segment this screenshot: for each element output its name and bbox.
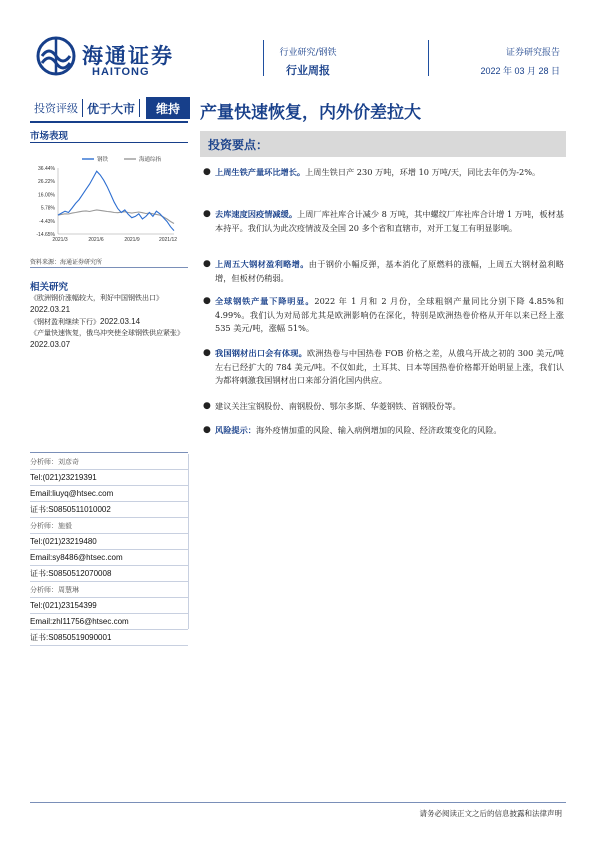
logo-text-en: HAITONG — [92, 66, 150, 78]
related-research-date: 2022.03.14 — [100, 317, 141, 326]
key-point-item — [202, 208, 564, 235]
key-point-item — [202, 347, 564, 388]
bullet-icon: ● — [203, 401, 211, 411]
y-tick-label: 5.78% — [40, 205, 55, 212]
y-tick-label: -14.65% — [36, 232, 55, 238]
header-date: 2022 年 03 月 28 日 — [480, 66, 560, 76]
x-tick-label: 2021/6 — [88, 237, 104, 243]
rating-label: 投资评级 — [34, 102, 78, 115]
y-tick-label: 16.00% — [38, 192, 55, 199]
related-research-title: 《欧洲钢价涨幅较大，利好中国钢铁出口》 — [30, 294, 163, 302]
related-research-list — [30, 293, 188, 351]
key-point-text: 海外疫情加重的风险、输入病例增加的风险、经济政策变化的风险。 — [255, 425, 502, 435]
key-point-heading: 上周生铁产量环比增长。 — [215, 167, 306, 177]
related-research-item[interactable] — [30, 316, 188, 328]
rating-underline — [30, 121, 188, 123]
legend-label: 钢铁 — [97, 157, 109, 163]
analyst-name: 分析师：周慧琳 — [30, 582, 188, 598]
analyst-phone: Tel:(021)23154399 — [30, 598, 188, 614]
key-points-header — [200, 131, 566, 157]
bullet-icon: ● — [203, 259, 211, 269]
key-point-item — [202, 258, 564, 285]
analyst-name: 分析师：施毅 — [30, 518, 188, 534]
key-point-text: 建议关注宝钢股份、南钢股份、鄂尔多斯、华菱钢铁、首钢股份等。 — [215, 401, 461, 411]
key-point-item — [202, 295, 564, 336]
key-point-text: 欧洲热卷与中国热卷 FOB 价格之差，从俄乌开战之初的 300 美元/吨左右已经扩大的 784 美元/吨。不仅如此，土耳其、日本等国热卷价格都开始明显上涨，我们认为都将刺激我国钢材出口来部分消化国内供应。 — [215, 348, 564, 385]
bullet-icon: ● — [203, 167, 211, 177]
analyst-phone: Tel:(021)23219480 — [30, 534, 188, 550]
x-tick-label: 2021/12 — [158, 237, 178, 243]
key-points-title: 投资要点： — [208, 138, 269, 152]
logo-text-cn: 海通证券 — [82, 43, 174, 68]
header-divider-left — [263, 40, 264, 76]
bullet-icon: ● — [203, 425, 211, 435]
rating-separator — [139, 99, 140, 117]
analyst-list — [30, 454, 188, 646]
page-title: 产量快速恢复，内外价差拉大 — [200, 103, 421, 123]
related-research-date: 2022.03.07 — [30, 340, 71, 349]
y-tick-label: -4.43% — [39, 218, 55, 225]
key-point-heading: 上周五大钢材盈利略增。 — [215, 259, 309, 269]
key-point-text: 上周厂库社库合计减少 8 万吨，其中螺纹厂库社库合计增 1 万吨，板材基本持平。我们认为此次疫情波及全国 20 多个省和直辖市，对开工复工有明显影响。 — [215, 209, 564, 233]
analyst-email[interactable]: Email:zhl11756@htsec.com — [30, 614, 188, 630]
footer-disclaimer: 请务必阅读正文之后的信息披露和法律声明 — [419, 809, 562, 818]
analyst-email[interactable]: Email:sy8486@htsec.com — [30, 550, 188, 566]
related-research-item[interactable] — [30, 293, 188, 316]
rating-bar — [30, 97, 190, 119]
y-tick-label: 36.44% — [38, 166, 55, 172]
analyst-cert: 证书:S0850519090001 — [30, 630, 188, 646]
haitong-logo-icon — [36, 36, 76, 76]
header-report-sub: 行业周报 — [286, 64, 330, 77]
key-point-text: 上周生铁日产 230 万吨，环增 10 万吨/天，同比去年仍为-2%。 — [305, 167, 541, 177]
analyst-name: 分析师：刘彦奇 — [30, 454, 188, 470]
key-point-heading: 我国钢材出口会有体现。 — [215, 348, 307, 358]
footer-rule — [30, 802, 566, 803]
source-rule — [30, 267, 188, 268]
key-point-item — [202, 166, 540, 180]
rating-action: 维持 — [146, 97, 190, 119]
y-tick-label: 26.22% — [38, 179, 55, 186]
bullet-icon: ● — [203, 296, 211, 306]
key-point-heading: 去库速度因疫情减缓。 — [215, 209, 298, 219]
bullet-icon: ● — [203, 348, 211, 358]
analyst-cert: 证书:S0850512070008 — [30, 566, 188, 582]
related-research-title: 《钢材盈利继续下行》 — [30, 318, 100, 326]
key-point-text: 2022 年 1 月和 2 月份，全球粗钢产量同比分别下降 4.85%和 4.99%。我们认为对局部尤其是欧洲影响仍在深化，特别是欧洲热卷价格从开年以来已经上涨 535 美元/吨，涨幅 51%。 — [215, 296, 564, 333]
rating-value: 优于大市 — [87, 101, 136, 116]
chart-legend — [82, 155, 162, 163]
series-line — [58, 171, 174, 230]
key-point-heading: 全球钢铁产量下降明显。 — [215, 296, 315, 306]
key-point-item — [202, 424, 502, 438]
x-tick-label: 2021/3 — [52, 237, 68, 243]
related-research-item[interactable] — [30, 328, 188, 351]
related-research-title: 《产量快速恢复，俄乌冲突使全球钢铁供应紧张》 — [30, 329, 184, 337]
analyst-top-rule — [30, 452, 188, 453]
header-category: 行业研究/钢铁 — [279, 48, 337, 58]
key-point-item — [202, 400, 461, 414]
related-section-title: 相关研究 — [30, 282, 69, 293]
analyst-divider — [188, 454, 189, 629]
bullet-icon: ● — [203, 209, 211, 219]
haitong-logo — [36, 36, 196, 80]
market-performance-chart — [30, 150, 188, 250]
analyst-cert: 证书:S0850511010002 — [30, 502, 188, 518]
key-point-text: 由于钢价小幅反弹，基本消化了原燃料的涨幅，上周五大钢材盈利略增，但板材仍稍弱。 — [215, 259, 564, 283]
chart-source: 资料来源：海通证券研究所 — [30, 259, 103, 266]
analyst-phone: Tel:(021)23219391 — [30, 470, 188, 486]
market-section-title: 市场表现 — [30, 131, 69, 142]
header-divider-right — [428, 40, 429, 76]
market-section-rule — [30, 142, 188, 143]
analyst-email[interactable]: Email:liuyq@htsec.com — [30, 486, 188, 502]
x-tick-label: 2021/9 — [124, 237, 140, 243]
key-point-heading: 风险提示： — [215, 425, 256, 435]
header-report-type: 证券研究报告 — [505, 48, 560, 58]
legend-label: 海通综指 — [139, 157, 162, 163]
related-research-date: 2022.03.21 — [30, 305, 71, 314]
